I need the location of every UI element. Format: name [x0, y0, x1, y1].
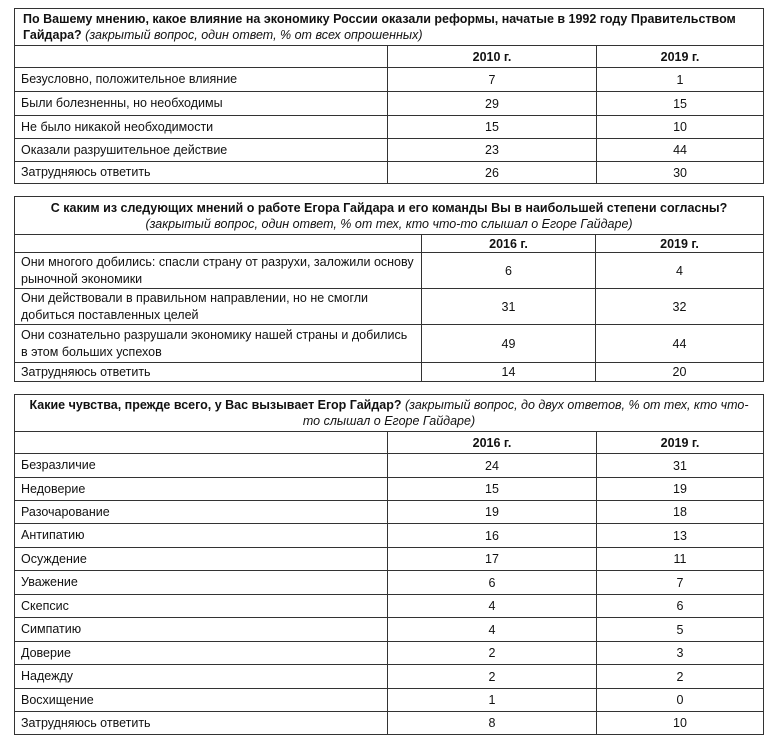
table-row: [15, 571, 764, 595]
row-label: Безусловно, положительное влияние: [15, 68, 388, 92]
value-year1: 14: [422, 363, 596, 382]
row-label: Затрудняюсь ответить: [15, 712, 388, 735]
value-year1: 15: [388, 116, 597, 139]
year-header-1: 2016 г.: [388, 432, 597, 454]
question-cell: [15, 395, 764, 432]
value-year2: 7: [597, 571, 764, 595]
survey-table-gaidar-team-opinion: [14, 196, 764, 382]
table-row: [15, 289, 764, 325]
question-note: (закрытый вопрос, до двух ответов, % от тех, кто что-то слышал о Егоре Гайдаре): [302, 398, 749, 428]
row-label: Скепсис: [15, 595, 388, 618]
value-year1: 4: [388, 595, 597, 618]
table-row: [15, 712, 764, 735]
value-year2: 44: [597, 139, 764, 162]
value-year1: 49: [422, 325, 596, 363]
value-year1: 24: [388, 454, 597, 478]
value-year2: 13: [597, 524, 764, 548]
row-label: Доверие: [15, 642, 388, 665]
value-year2: 1: [597, 68, 764, 92]
year-header-2: 2019 г.: [597, 46, 764, 68]
value-year1: 23: [388, 139, 597, 162]
question-row: [15, 9, 764, 46]
value-year1: 8: [388, 712, 597, 735]
value-year2: 3: [597, 642, 764, 665]
row-label: Безразличие: [15, 454, 388, 478]
value-year1: 29: [388, 92, 597, 116]
question-text: Какие чувства, прежде всего, у Вас вызывает Егор Гайдар?: [29, 398, 402, 412]
header-row: [15, 235, 764, 253]
question-row: [15, 197, 764, 235]
value-year1: 4: [388, 618, 597, 642]
table-row: [15, 454, 764, 478]
question-note: (закрытый вопрос, один ответ, % от тех, кто что-то слышал о Егоре Гайдаре): [145, 216, 633, 231]
value-year2: 44: [596, 325, 764, 363]
value-year2: 20: [596, 363, 764, 382]
value-year1: 2: [388, 642, 597, 665]
question-text: С каким из следующих мнений о работе Егора Гайдара и его команды Вы в наибольшей степени согласны?: [50, 200, 728, 215]
value-year2: 0: [597, 689, 764, 712]
value-year2: 19: [597, 478, 764, 501]
header-empty-cell: [15, 235, 422, 253]
table-row: [15, 665, 764, 689]
question-cell: [15, 197, 764, 235]
table-row: [15, 548, 764, 571]
table-row: [15, 253, 764, 289]
value-year2: 4: [596, 253, 764, 289]
header-empty-cell: [15, 432, 388, 454]
value-year2: 31: [597, 454, 764, 478]
row-label: Затрудняюсь ответить: [15, 162, 388, 184]
value-year2: 11: [597, 548, 764, 571]
header-row: [15, 432, 764, 454]
value-year2: 18: [597, 501, 764, 524]
row-label: Симпатию: [15, 618, 388, 642]
value-year2: 5: [597, 618, 764, 642]
table-row: [15, 689, 764, 712]
table-row: [15, 92, 764, 116]
value-year1: 15: [388, 478, 597, 501]
value-year2: 10: [597, 116, 764, 139]
row-label: Они действовали в правильном направлении, но не смогли добиться поставленных целей: [15, 289, 422, 325]
row-label: Уважение: [15, 571, 388, 595]
header-empty-cell: [15, 46, 388, 68]
table-row: [15, 162, 764, 184]
table-row: [15, 478, 764, 501]
table-row: [15, 618, 764, 642]
row-label: Были болезненны, но необходимы: [15, 92, 388, 116]
value-year1: 1: [388, 689, 597, 712]
value-year2: 32: [596, 289, 764, 325]
question-text: По Вашему мнению, какое влияние на экономику России оказали реформы, начатые в 1992 году Правительством Гайдара?: [23, 12, 736, 42]
row-label: Они многого добились: спасли страну от разрухи, заложили основу рыночной экономики: [15, 253, 422, 289]
year-header-1: 2010 г.: [388, 46, 597, 68]
value-year2: 10: [597, 712, 764, 735]
value-year1: 19: [388, 501, 597, 524]
value-year1: 17: [388, 548, 597, 571]
value-year1: 6: [388, 571, 597, 595]
value-year1: 31: [422, 289, 596, 325]
table-row: [15, 642, 764, 665]
header-row: [15, 46, 764, 68]
row-label: Не было никакой необходимости: [15, 116, 388, 139]
row-label: Осуждение: [15, 548, 388, 571]
value-year1: 26: [388, 162, 597, 184]
value-year2: 2: [597, 665, 764, 689]
survey-table-gaidar-feelings: [14, 394, 764, 735]
row-label: Восхищение: [15, 689, 388, 712]
table-row: [15, 116, 764, 139]
value-year1: 2: [388, 665, 597, 689]
year-header-2: 2019 г.: [597, 432, 764, 454]
table-row: [15, 139, 764, 162]
row-label: Недоверие: [15, 478, 388, 501]
question-note: (закрытый вопрос, один ответ, % от всех опрошенных): [85, 28, 423, 42]
value-year1: 7: [388, 68, 597, 92]
table-row: [15, 524, 764, 548]
question-row: [15, 395, 764, 432]
table-row: [15, 595, 764, 618]
row-label: Надежду: [15, 665, 388, 689]
value-year2: 30: [597, 162, 764, 184]
survey-table-reforms-impact: [14, 8, 764, 184]
table-row: [15, 363, 764, 382]
row-label: Они сознательно разрушали экономику нашей страны и добились в этом больших успехов: [15, 325, 422, 363]
question-cell: [15, 9, 764, 46]
value-year2: 6: [597, 595, 764, 618]
table-row: [15, 325, 764, 363]
table-row: [15, 501, 764, 524]
year-header-2: 2019 г.: [596, 235, 764, 253]
row-label: Антипатию: [15, 524, 388, 548]
row-label: Разочарование: [15, 501, 388, 524]
table-row: [15, 68, 764, 92]
year-header-1: 2016 г.: [422, 235, 596, 253]
value-year1: 16: [388, 524, 597, 548]
row-label: Затрудняюсь ответить: [15, 363, 422, 382]
value-year1: 6: [422, 253, 596, 289]
row-label: Оказали разрушительное действие: [15, 139, 388, 162]
value-year2: 15: [597, 92, 764, 116]
